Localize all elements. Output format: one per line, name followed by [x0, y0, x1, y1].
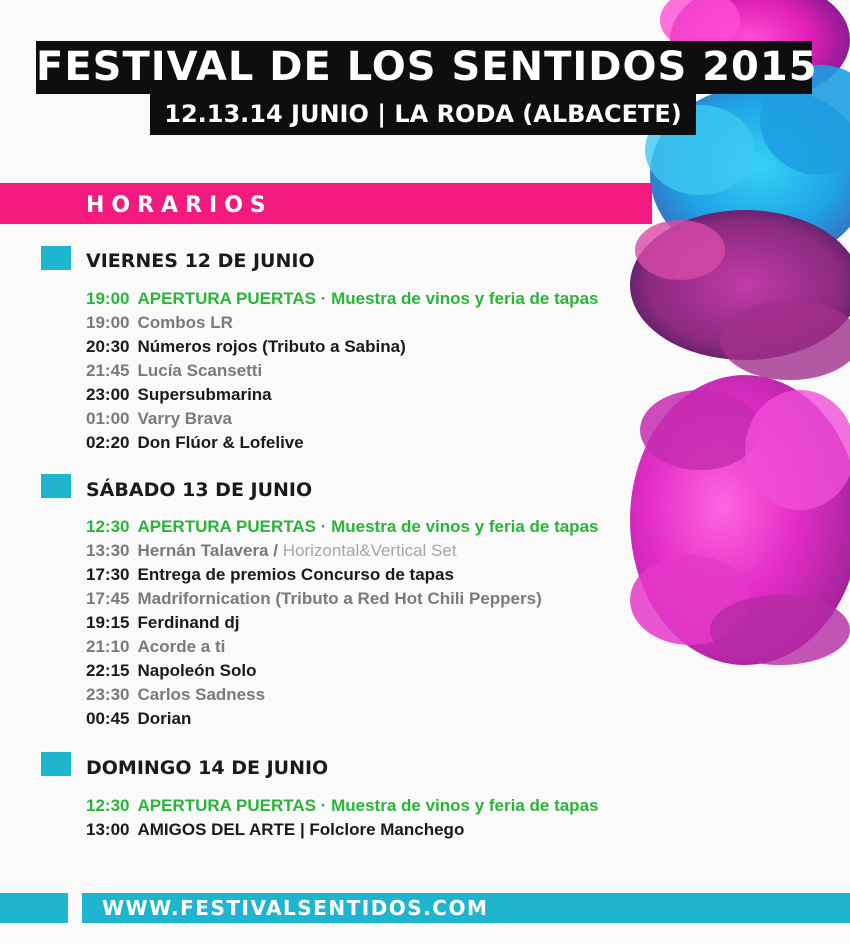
schedule-row: [86, 311, 598, 335]
event-time: 17:45: [86, 589, 130, 608]
day-title: VIERNES 12 DE JUNIO: [86, 250, 315, 272]
festival-subtitle: 12.13.14 JUNIO | LA RODA (ALBACETE): [150, 93, 696, 135]
section-title: HORARIOS: [86, 193, 273, 218]
event-name: APERTURA PUERTAS · Muestra de vinos y feria de tapas: [137, 796, 599, 815]
schedule-row: [86, 587, 598, 611]
day-schedule: [86, 794, 598, 842]
schedule-row: [86, 515, 598, 539]
ink-purple: [630, 210, 850, 380]
event-time: 20:30: [86, 337, 130, 356]
event-name: Madrifornication (Tributo a Red Hot Chili Peppers): [137, 589, 542, 608]
schedule-row: [86, 818, 598, 842]
day-marker-square: [41, 752, 71, 776]
event-name: Lucía Scansetti: [137, 361, 263, 380]
schedule-row: [86, 539, 598, 563]
event-extra: Horizontal&Vertical Set: [282, 541, 457, 560]
event-time: 01:00: [86, 409, 130, 428]
schedule-row: [86, 431, 598, 455]
schedule-row: [86, 659, 598, 683]
schedule-row: [86, 563, 598, 587]
schedule-row: [86, 683, 598, 707]
schedule-row: [86, 383, 598, 407]
website-link[interactable]: WWW.FESTIVALSENTIDOS.COM: [102, 896, 489, 920]
schedule-row: [86, 635, 598, 659]
schedule-row: [86, 287, 598, 311]
event-time: 12:30: [86, 517, 130, 536]
day-marker-square: [41, 246, 71, 270]
event-time: 17:30: [86, 565, 130, 584]
event-time: 23:30: [86, 685, 130, 704]
event-name: Entrega de premios Concurso de tapas: [137, 565, 454, 584]
day-title: SÁBADO 13 DE JUNIO: [86, 479, 313, 501]
day-title: DOMINGO 14 DE JUNIO: [86, 757, 329, 779]
event-name: Napoleón Solo: [137, 661, 257, 680]
event-name: Varry Brava: [137, 409, 233, 428]
event-name: APERTURA PUERTAS · Muestra de vinos y feria de tapas: [137, 517, 599, 536]
event-time: 22:15: [86, 661, 130, 680]
schedule-row: [86, 794, 598, 818]
event-name: APERTURA PUERTAS · Muestra de vinos y feria de tapas: [137, 289, 599, 308]
schedule-row: [86, 707, 598, 731]
event-time: 23:00: [86, 385, 130, 404]
festival-title: FESTIVAL DE LOS SENTIDOS 2015: [36, 41, 812, 94]
event-time: 02:20: [86, 433, 130, 452]
day-schedule: [86, 287, 598, 455]
day-marker-square: [41, 474, 71, 498]
event-time: 19:00: [86, 289, 130, 308]
event-name: AMIGOS DEL ARTE | Folclore Manchego: [137, 820, 465, 839]
schedule-row: [86, 611, 598, 635]
event-name: Hernán Talavera /: [137, 541, 278, 560]
day-schedule: [86, 515, 598, 731]
event-name: Combos LR: [137, 313, 233, 332]
footer-bar-left: [0, 893, 68, 923]
event-time: 13:00: [86, 820, 130, 839]
event-name: Supersubmarina: [137, 385, 272, 404]
event-name: Acorde a ti: [137, 637, 226, 656]
event-name: Carlos Sadness: [137, 685, 266, 704]
event-name: Dorian: [137, 709, 192, 728]
schedule-row: [86, 407, 598, 431]
ink-magenta-lower: [630, 375, 850, 665]
event-time: 13:30: [86, 541, 130, 560]
event-time: 19:00: [86, 313, 130, 332]
event-name: Ferdinand dj: [137, 613, 240, 632]
event-time: 19:15: [86, 613, 130, 632]
event-time: 00:45: [86, 709, 130, 728]
event-name: Números rojos (Tributo a Sabina): [137, 337, 406, 356]
event-time: 12:30: [86, 796, 130, 815]
event-time: 21:10: [86, 637, 130, 656]
schedule-row: [86, 359, 598, 383]
schedule-row: [86, 335, 598, 359]
event-time: 21:45: [86, 361, 130, 380]
event-name: Don Flúor & Lofelive: [137, 433, 304, 452]
